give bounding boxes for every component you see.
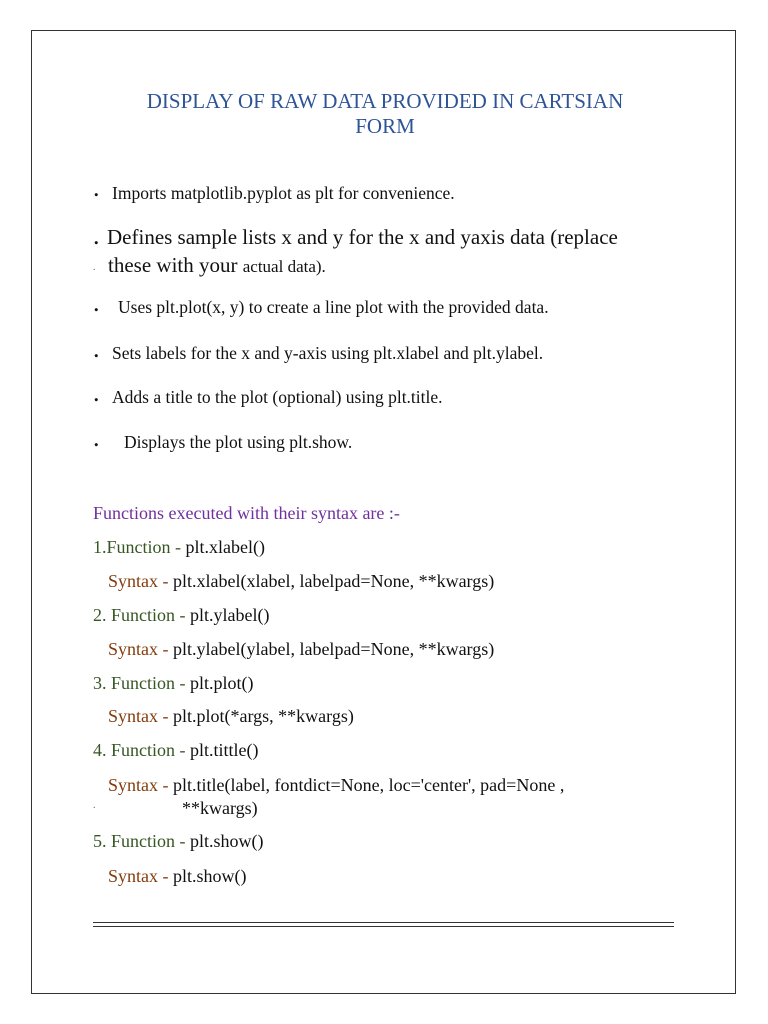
bullet-text-defines-line-1: Defines sample lists x and y for the x and yaxis data (replace (107, 225, 618, 249)
bullet-marker: . (93, 334, 100, 363)
function-value: plt.xlabel() (181, 537, 265, 557)
bullet-marker: . (93, 221, 100, 250)
syntax-value: plt.ylabel(ylabel, labelpad=None, **kwargs) (168, 639, 495, 659)
function-value: plt.ylabel() (185, 605, 270, 625)
bullet-marker: . (93, 288, 100, 317)
function-line-2 (93, 603, 269, 627)
function-label: 5. Function - (93, 831, 186, 851)
bullet-marker-small: . (93, 262, 96, 273)
syntax-label: Syntax - (108, 639, 169, 659)
syntax-value: plt.plot(*args, **kwargs) (168, 706, 354, 726)
syntax-label: Syntax - (108, 706, 169, 726)
bullet-text-displays: Displays the plot using plt.show. (124, 432, 353, 452)
function-label: 2. Function - (93, 605, 186, 625)
syntax-label: Syntax - (108, 866, 169, 886)
syntax-line-5 (108, 864, 247, 888)
bullet-text-defines-line-2-main: these with your (108, 253, 243, 277)
bullet-text-sets-labels: Sets labels for the x and y-axis using plt.xlabel and plt.ylabel. (112, 343, 544, 363)
function-line-1 (93, 535, 265, 559)
syntax-value: plt.title(label, fontdict=None, loc='center', pad=None , (168, 775, 565, 795)
horizontal-rule-bottom (93, 926, 674, 927)
functions-heading: Functions executed with their syntax are :- (93, 503, 400, 523)
syntax-label: Syntax - (108, 775, 169, 795)
bullet-text-imports: Imports matplotlib.pyplot as plt for convenience. (112, 183, 455, 203)
syntax-line-3 (108, 704, 354, 728)
horizontal-rule-top (93, 922, 674, 923)
syntax-value: plt.xlabel(xlabel, labelpad=None, **kwargs) (168, 571, 495, 591)
function-line-3 (93, 671, 254, 695)
bullet-marker: . (93, 173, 100, 202)
syntax-line-4 (108, 773, 564, 797)
function-line-5 (93, 829, 264, 853)
bullet-marker: . (93, 378, 100, 407)
function-value: plt.show() (185, 831, 264, 851)
syntax-label: Syntax - (108, 571, 169, 591)
function-value: plt.tittle() (185, 740, 259, 760)
function-label: 1.Function - (93, 537, 181, 557)
syntax-line-2 (108, 637, 494, 661)
function-label: 4. Function - (93, 740, 186, 760)
continuation-marker: . (93, 800, 96, 811)
function-label: 3. Function - (93, 673, 186, 693)
document-title-line-1: DISPLAY OF RAW DATA PROVIDED IN CARTSIAN (146, 89, 624, 113)
function-line-4 (93, 738, 258, 762)
syntax-line-4-continued: **kwargs) (182, 798, 258, 818)
function-value: plt.plot() (185, 673, 254, 693)
bullet-text-uses-plot: Uses plt.plot(x, y) to create a line plot with the provided data. (118, 297, 549, 317)
bullet-marker: . (93, 423, 100, 452)
bullet-text-defines-line-2 (108, 252, 326, 280)
bullet-text-adds-title: Adds a title to the plot (optional) using plt.title. (112, 387, 443, 407)
bullet-text-defines-line-2-small: actual data). (242, 257, 326, 276)
syntax-value: plt.show() (168, 866, 247, 886)
syntax-line-1 (108, 569, 494, 593)
document-title-line-2: FORM (355, 114, 415, 138)
